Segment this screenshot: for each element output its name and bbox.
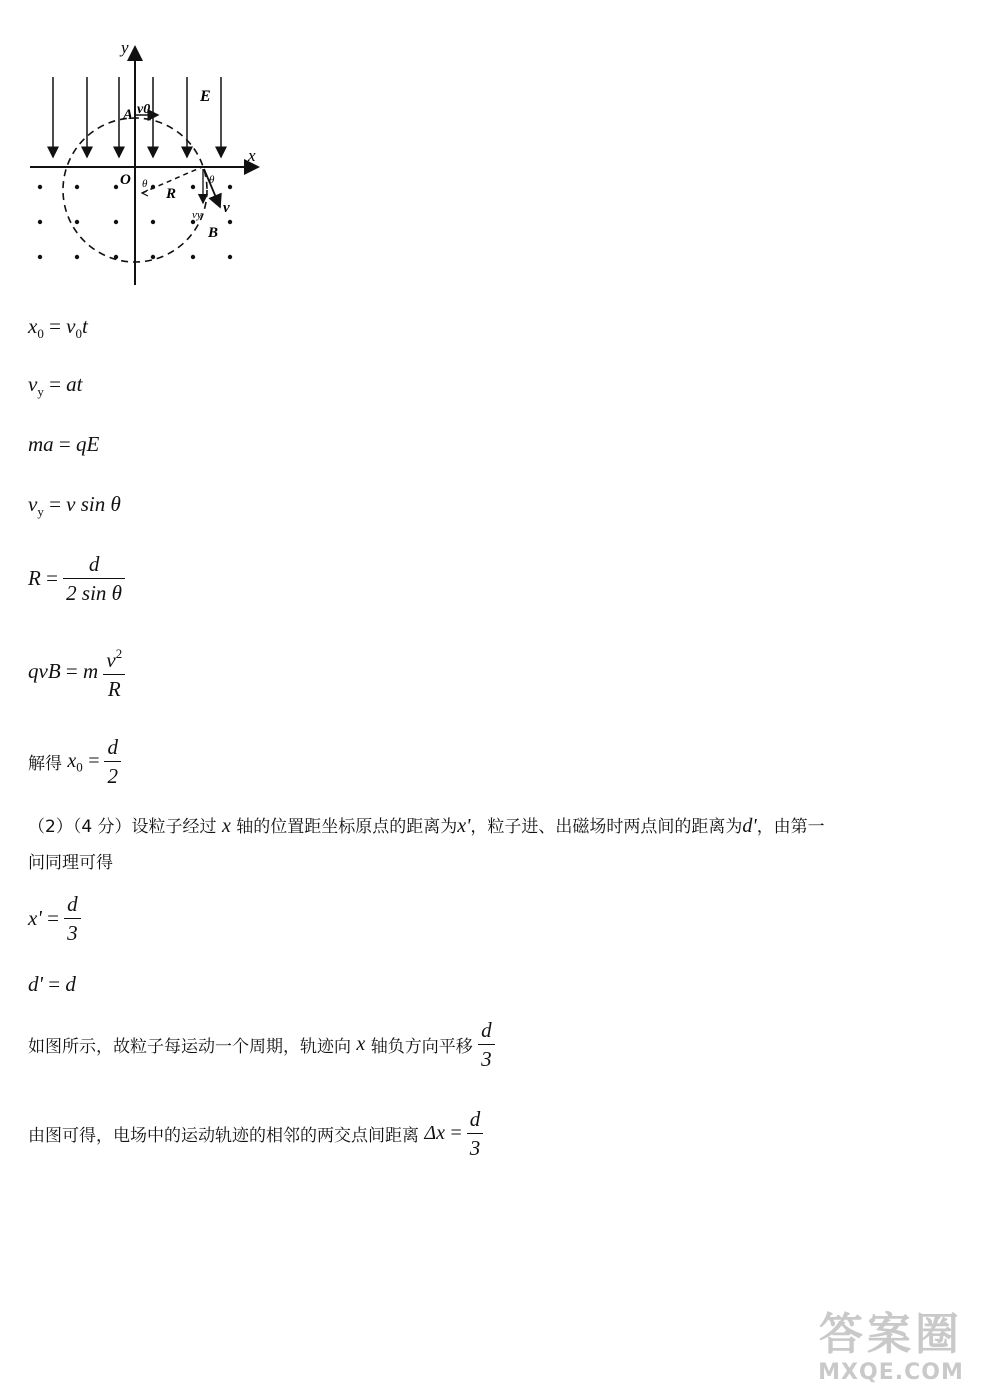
- watermark-logo: 答案圈 MXQE.COM: [818, 1309, 964, 1385]
- part2-paragraph-line1: （2）（4 分）设粒子经过 x 轴的位置距坐标原点的距离为x'，粒子进、出磁场时两点间的距离为d'，由第一: [28, 815, 825, 837]
- equation-x0: $x_0 = v_0t$: [28, 314, 88, 341]
- equation-vy-sin: $v_y = v$ sin θ: [28, 492, 121, 519]
- label-e: E: [200, 88, 211, 105]
- equation-x-prime: x' = $\frac{d}{3}$: [28, 890, 81, 947]
- label-v0: v0: [137, 102, 151, 117]
- label-theta-left: θ: [142, 178, 148, 190]
- label-theta-right: θ: [209, 174, 215, 186]
- label-r: R: [166, 186, 177, 202]
- label-o: O: [120, 172, 131, 188]
- electric-field-lines: [53, 77, 221, 157]
- solve-line: 解得 $x_0$ = $\frac{d}{2}$: [28, 733, 121, 790]
- label-b: B: [208, 225, 219, 241]
- label-x: x: [248, 146, 256, 165]
- equation-d-prime: d' = d: [28, 972, 76, 996]
- shift-statement: 如图所示，故粒子每运动一个周期，轨迹向 x 轴负方向平移 $\frac{d}{3}$: [28, 1016, 495, 1073]
- part2-paragraph-line2: 问同理可得: [28, 853, 113, 873]
- conclusion-statement: 由图可得，电场中的运动轨迹的相邻的两交点间距离 Δx = $\frac{d}{3}$: [28, 1105, 483, 1162]
- label-a: A: [123, 107, 134, 123]
- label-y: y: [121, 38, 129, 57]
- equation-ma: ma = qE: [28, 432, 100, 456]
- equation-radius: R = $\frac{d}{\text{2 sin θ}}$: [28, 550, 125, 607]
- equation-lorentz: qvB = m $\frac{v^2}{R}$: [28, 640, 125, 703]
- equation-vy: $v_y$ = at: [28, 372, 83, 399]
- label-vy: vy: [192, 209, 202, 221]
- label-v: v: [223, 200, 230, 216]
- physics-diagram: [20, 35, 280, 290]
